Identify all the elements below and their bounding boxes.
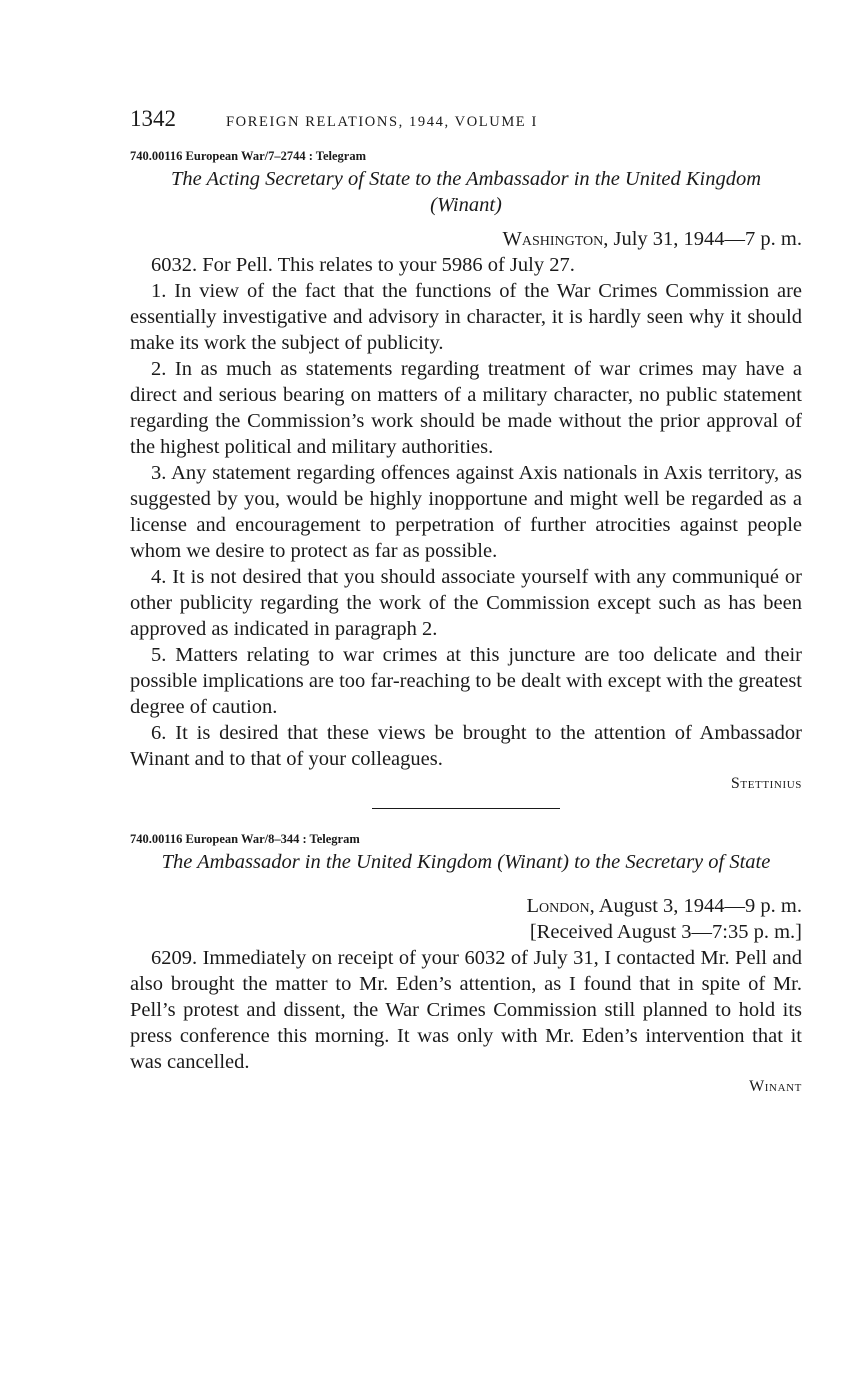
paragraph: 1. In view of the fact that the functions of the War Crimes Commission are essentially investigative and advisory in character, it is hardly seen why it should make its work the subject of publicity. (130, 280, 802, 354)
signature: Winant (749, 1078, 802, 1095)
dateline-place: Washington (502, 228, 604, 250)
document-title: The Acting Secretary of State to the Ambassador in the United Kingdom (Winant) (170, 168, 762, 216)
file-reference: 740.00116 European War/7–2744 : Telegram (130, 149, 367, 163)
section-divider (372, 808, 560, 809)
received-note: [Received August 3—7:35 p. m.] (529, 921, 802, 943)
paragraph: 6209. Immediately on receipt of your 6032 of July 31, I contacted Mr. Pell and also brought the matter to Mr. Eden’s attention, as I found that in spite of Mr. Pell’s protest and dissent, the War Crimes Commission still planned to hold its press conference this morning. It was only with Mr. Eden’s intervention that it was cancelled. (130, 947, 802, 1073)
running-header (130, 106, 802, 140)
page-number: 1342 (130, 106, 176, 131)
file-reference: 740.00116 European War/8–344 : Telegram (130, 832, 360, 846)
paragraph: 5. Matters relating to war crimes at this juncture are too delicate and their possible implications are too far-reaching to be dealt with except with the greatest degree of caution. (130, 644, 802, 718)
dateline-date: , July 31, 1944—7 p. m. (603, 228, 802, 250)
signature: Stettinius (730, 775, 802, 792)
paragraph: 3. Any statement regarding offences against Axis nationals in Axis territory, as suggested by you, would be highly inopportune and might well be regarded as a license and encouragement to perpetration of further atrocities against people whom we desire to protect as far as possible. (130, 462, 802, 562)
paragraph: 6. It is desired that these views be brought to the attention of Ambassador Winant and to that of your colleagues. (130, 722, 802, 770)
dateline-place: London (526, 895, 590, 917)
paragraph: 6032. For Pell. This relates to your 5986 of July 27. (151, 254, 575, 276)
telegram-2 (130, 831, 802, 1099)
dateline (130, 893, 802, 919)
telegram-1 (130, 148, 802, 796)
dateline-date: , August 3, 1944—9 p. m. (589, 895, 802, 917)
running-title: FOREIGN RELATIONS, 1944, VOLUME I (226, 114, 538, 130)
document-page (130, 106, 802, 1099)
dateline (130, 226, 802, 252)
paragraph: 4. It is not desired that you should associate yourself with any communiqué or other publicity regarding the work of the Commission except such as has been approved as indicated in paragraph 2. (130, 566, 802, 640)
document-title: The Ambassador in the United Kingdom (Winant) to the Secretary of State (161, 851, 771, 873)
paragraph: 2. In as much as statements regarding treatment of war crimes may have a direct and serious bearing on matters of a military character, no public statement regarding the Commission’s work should be made without the prior approval of the highest political and military authorities. (130, 358, 802, 458)
